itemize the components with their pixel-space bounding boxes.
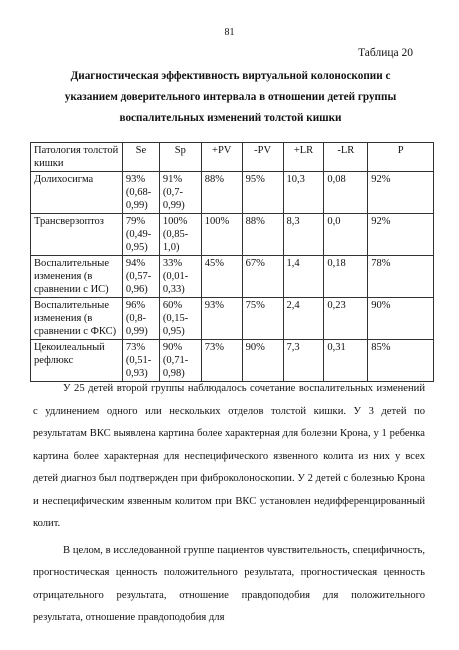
table-row	[31, 256, 434, 298]
paragraph: У 25 детей второй группы наблюдалось сочетание воспалительных изменений с удлинением одного или нескольких отделов толстой кишки. У 3 детей по результатам ВКС выявлена картина более характерная для болезни Крона, у 1 ребенка картина более характерная для неспецифического язвенного колита из них у всех детей диагноз был подтвержден при фиброколоноскопии. У 2 детей с болезнью Крона и неспецифическим язвенным колитом при ВКС установлен недифференцированный колит.	[33, 383, 425, 529]
table-cell: Долихосигма	[31, 172, 123, 214]
table-cell: 93% (0,68-0,99)	[122, 172, 159, 214]
table-cell: 90%	[368, 298, 434, 340]
table-row	[31, 340, 434, 382]
table-cell: 88%	[201, 172, 242, 214]
table-cell: Воспалительные изменения (в сравнении с ИС)	[31, 256, 123, 298]
table-cell: 91% (0,7-0,99)	[159, 172, 201, 214]
header-npv: -PV	[242, 143, 283, 172]
table-row	[31, 172, 434, 214]
table-cell: 85%	[368, 340, 434, 382]
diagnostic-efficiency-table	[30, 142, 434, 382]
table-label: Таблица 20	[358, 47, 413, 59]
table-header-row	[31, 143, 434, 172]
body-text	[33, 378, 425, 630]
table-cell: Воспалительные изменения (в сравнении с ФКС)	[31, 298, 123, 340]
header-plr: +LR	[283, 143, 324, 172]
paragraph: В целом, в исследованной группе пациентов чувствительность, специфичность, прогностическая ценность положительного результата, прогностическая ценность отрицательного результата, отношение правдоподобия для положительного результата, отношение правдоподобия для	[33, 544, 425, 623]
page-number: 81	[224, 27, 235, 38]
table-cell: 7,3	[283, 340, 324, 382]
table-cell: 94% (0,57-0,96)	[122, 256, 159, 298]
table-cell: 0,0	[324, 214, 368, 256]
table-cell: 33% (0,01-0,33)	[159, 256, 201, 298]
table-cell: 93%	[201, 298, 242, 340]
table-cell: 0,31	[324, 340, 368, 382]
table-cell: 73% (0,51-0,93)	[122, 340, 159, 382]
table-cell: 79% (0,49-0,95)	[122, 214, 159, 256]
table-title: Диагностическая эффективность виртуальной колоноскопии с указанием доверительного интервала в отношении детей группы воспалительных изменений толстой кишки	[64, 70, 397, 124]
table-cell: Цекоилеальный рефлюкс	[31, 340, 123, 382]
header-se: Se	[122, 143, 159, 172]
table-cell: 67%	[242, 256, 283, 298]
table-cell: 73%	[201, 340, 242, 382]
header-pathology: Патология толстой кишки	[31, 143, 123, 172]
table-cell: 0,23	[324, 298, 368, 340]
header-nlr: -LR	[324, 143, 368, 172]
table-cell: 100%	[201, 214, 242, 256]
header-ppv: +PV	[201, 143, 242, 172]
table-cell: 96% (0,8-0,99)	[122, 298, 159, 340]
table-row	[31, 214, 434, 256]
table-cell: 90%	[242, 340, 283, 382]
table-cell: 1,4	[283, 256, 324, 298]
table-cell: 45%	[201, 256, 242, 298]
table-cell: 78%	[368, 256, 434, 298]
table-cell: 8,3	[283, 214, 324, 256]
table-cell: 88%	[242, 214, 283, 256]
table-cell: 60% (0,15-0,95)	[159, 298, 201, 340]
table-cell: 0,08	[324, 172, 368, 214]
header-sp: Sp	[159, 143, 201, 172]
table-cell: Трансверзоптоз	[31, 214, 123, 256]
table-row	[31, 298, 434, 340]
table-cell: 92%	[368, 214, 434, 256]
table-cell: 10,3	[283, 172, 324, 214]
table-cell: 95%	[242, 172, 283, 214]
table-cell: 75%	[242, 298, 283, 340]
table-cell: 90% (0,71-0,98)	[159, 340, 201, 382]
table-cell: 2,4	[283, 298, 324, 340]
header-p: P	[368, 143, 434, 172]
table-cell: 92%	[368, 172, 434, 214]
table-cell: 100% (0,85-1,0)	[159, 214, 201, 256]
table-cell: 0,18	[324, 256, 368, 298]
